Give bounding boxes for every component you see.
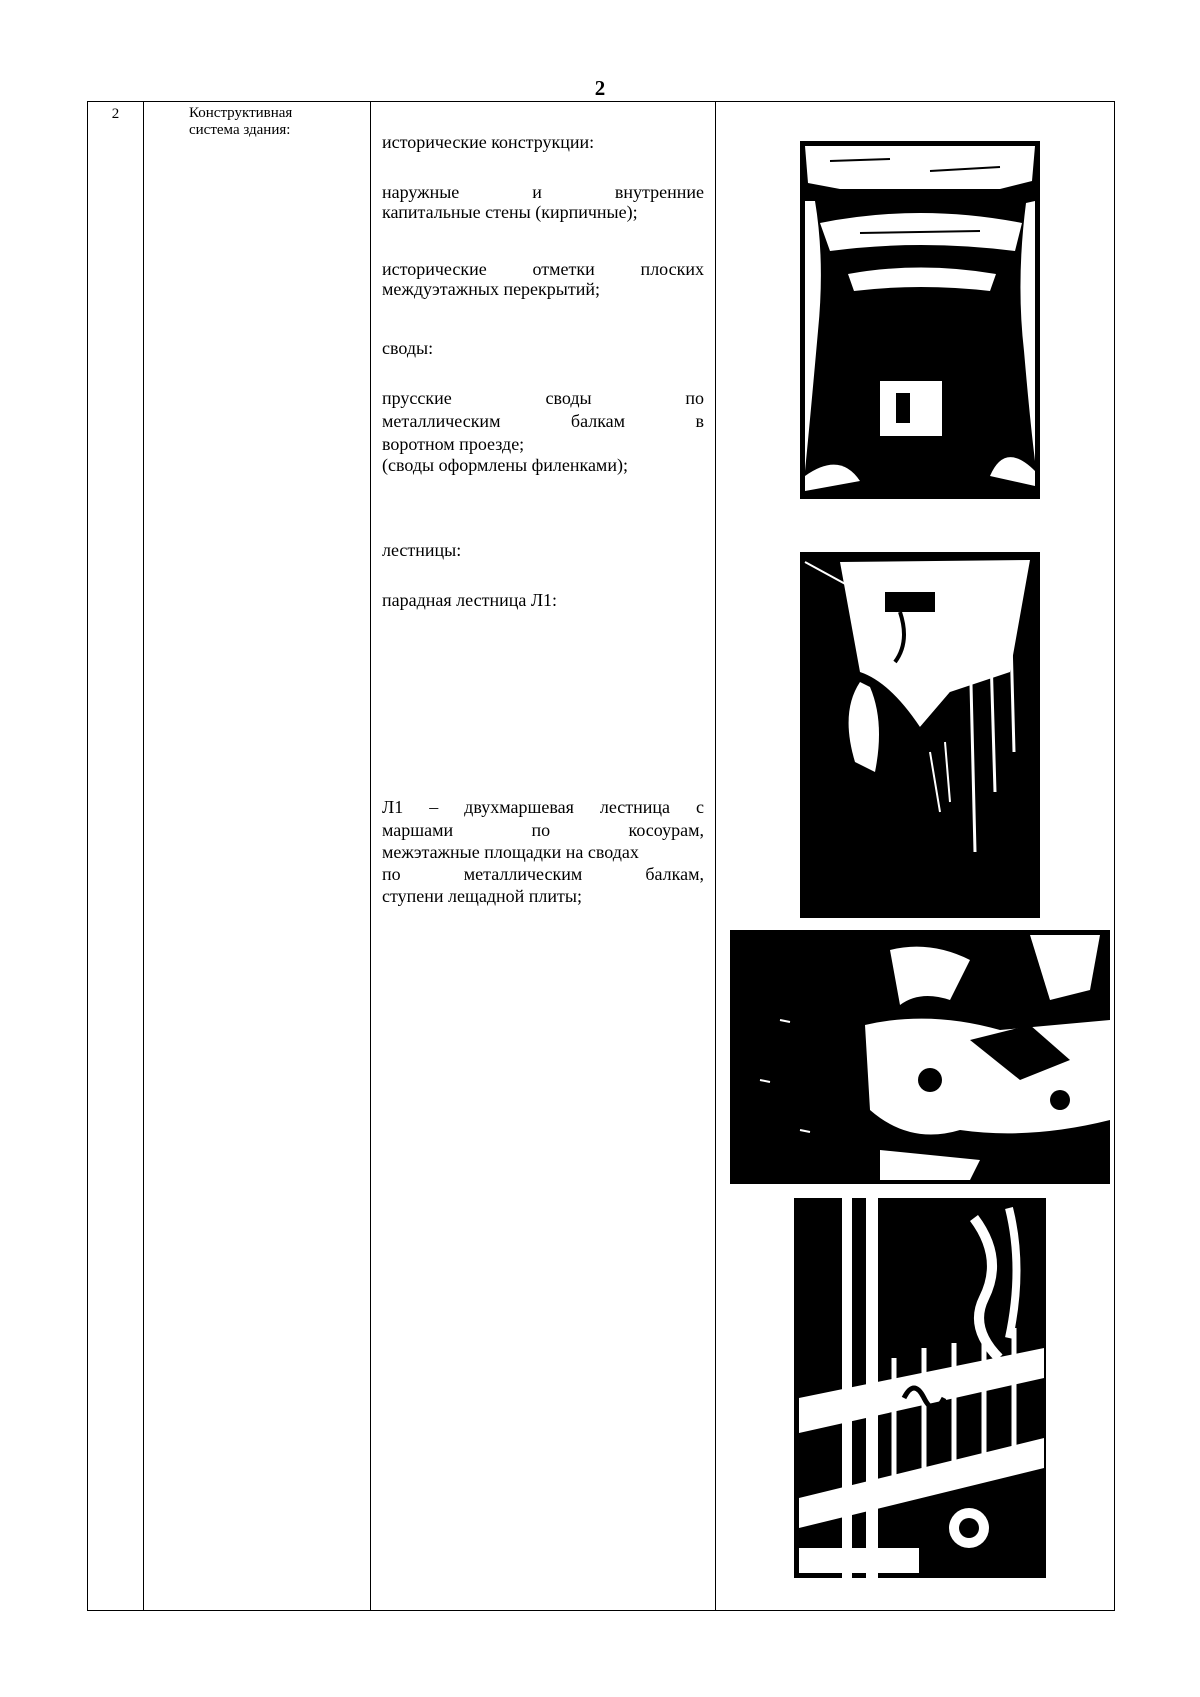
- column-divider: [143, 102, 144, 1610]
- description-table: [87, 101, 1115, 1611]
- description-line: маршами по косоурам,: [382, 820, 704, 840]
- description-line: своды:: [382, 338, 434, 358]
- description-line: Л1 – двухмаршевая лестница с: [382, 797, 704, 817]
- description-line: исторические отметки плоских: [382, 259, 704, 279]
- column-divider: [370, 102, 371, 1610]
- description-line: наружные и внутренние: [382, 182, 704, 202]
- page-number: 2: [594, 76, 606, 100]
- description-line: междуэтажных перекрытий;: [382, 279, 601, 299]
- row-category: Конструктивная система здания:: [189, 105, 293, 138]
- column-divider: [715, 102, 716, 1610]
- description-line: прусские своды по: [382, 388, 704, 408]
- description-line: межэтажные площадки на сводах: [382, 842, 639, 862]
- row-number: 2: [111, 106, 120, 122]
- description-line: лестницы:: [382, 540, 462, 560]
- description-line: исторические конструкции:: [382, 132, 595, 152]
- description-line: ступени лещадной плиты;: [382, 886, 582, 906]
- description-line: парадная лестница Л1:: [382, 590, 558, 610]
- description-line: (своды оформлены филенками);: [382, 455, 628, 475]
- description-line: воротном проезде;: [382, 434, 525, 454]
- description-line: металлическим балкам в: [382, 411, 704, 431]
- staircase-ceiling-photo: [800, 552, 1040, 918]
- stair-landing-photo: [730, 930, 1110, 1184]
- description-line: капитальные стены (кирпичные);: [382, 202, 638, 222]
- vaulted-passage-photo: [800, 141, 1040, 499]
- description-line: по металлическим балкам,: [382, 864, 704, 884]
- cast-iron-railing-photo: [794, 1198, 1046, 1578]
